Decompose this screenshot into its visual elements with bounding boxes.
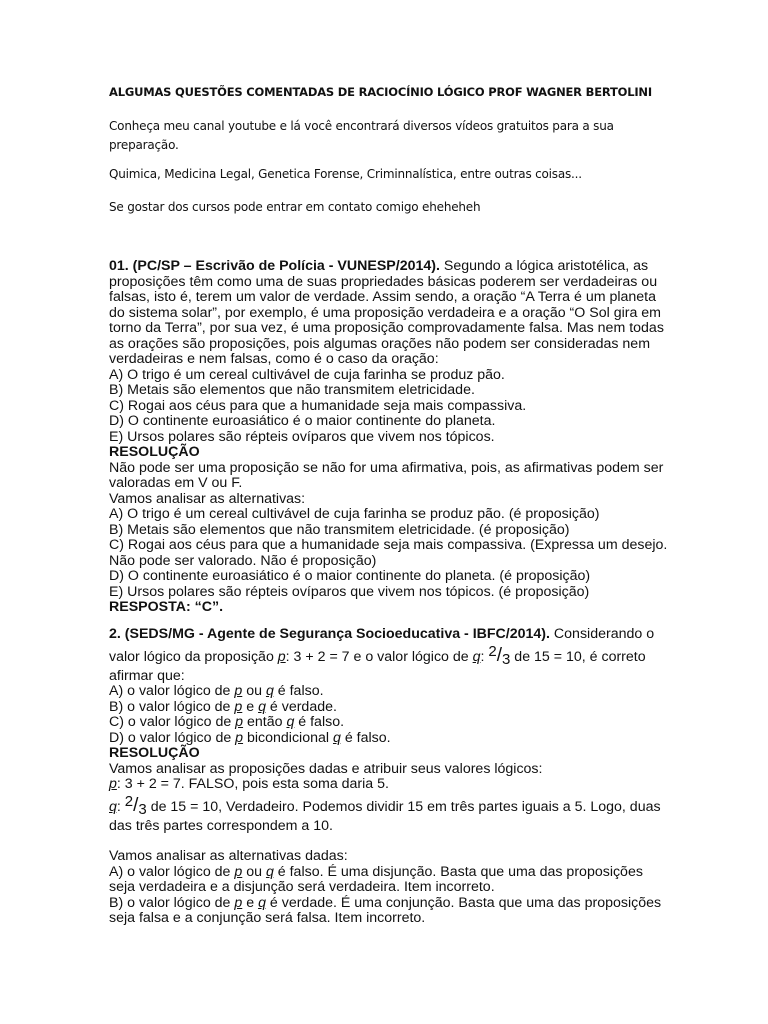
fraction-two-thirds: $^2/_3$	[124, 792, 147, 818]
q1-option-c: C) Rogai aos céus para que a humanidade seja mais compassiva.	[109, 397, 527, 414]
q1-stem-line: torno da Terra”, por sua vez, é uma proposição comprovadamente falsa. Mas nem todas	[109, 320, 664, 336]
q2-stem-start: Considerando o	[549, 626, 655, 642]
q2-resolution-line: Vamos analisar as proposições dadas e atribuir seus valores lógicos:	[109, 760, 543, 777]
q2-stem-line-3: afirmar que:	[109, 667, 185, 684]
q1-stem-line: proposições têm como uma de suas propriedades básicas poderem ser verdadeiras ou	[109, 273, 658, 290]
q2-heading: 2. (SEDS/MG - Agente de Segurança Socioeducativa - IBFC/2014).	[109, 626, 550, 642]
fraction-two-thirds: $^2/_3$	[488, 642, 511, 668]
topics-line: Quimica, Medicina Legal, Genetica Forense, Criminnalística, entre outras coisas...	[109, 167, 582, 181]
q1-stem-line: as orações são proposições, pois algumas orações não podem ser consideradas nem	[109, 335, 651, 352]
intro-line-2: preparação.	[109, 138, 179, 152]
q2-alt-a: A) o valor lógico de p ou q é falso. É uma disjunção. Basta que uma das proposições	[109, 863, 643, 880]
q2-resolution-p: p: 3 + 2 = 7. FALSO, pois esta soma daria 5.	[109, 776, 389, 792]
intro-line-1: Conheça meu canal youtube e lá você encontrará diversos vídeos gratuitos para a sua	[109, 119, 614, 133]
q1-resolution-line: D) O continente euroasiático é o maior continente do planeta. (é proposição)	[109, 568, 591, 584]
document-title: ALGUMAS QUESTÕES COMENTADAS DE RACIOCÍNIO LÓGICO PROF WAGNER BERTOLINI	[109, 85, 652, 99]
q1-first-line	[109, 259, 669, 275]
q1-resolution-line: Não pode ser valorado. Não é proposição)	[109, 552, 377, 569]
q1-stem-line: do sistema solar”, por exemplo, é uma proposição verdadeira e a oração “O Sol gira em	[109, 304, 662, 321]
q2-option-b: B) o valor lógico de p e q é verdade.	[109, 698, 337, 715]
var-p: p	[277, 648, 286, 665]
q1-option-e: E) Ursos polares são répteis ovíparos que vivem nos tópicos.	[109, 428, 495, 445]
q1-option-a: A) O trigo é um cereal cultivável de cuja farinha se produz pão.	[109, 366, 505, 383]
q1-stem-start: Segundo a lógica aristotélica, as	[439, 258, 649, 274]
q1-resolution-label: RESOLUÇÃO	[109, 444, 200, 460]
q2-option-d: D) o valor lógico de p bicondicional q é falso.	[109, 729, 391, 746]
q1-resolution-line: E) Ursos polares são répteis ovíparos que vivem nos tópicos. (é proposição)	[109, 583, 590, 600]
q2-first-line	[109, 627, 669, 643]
q1-option-d: D) O continente euroasiático é o maior continente do planeta.	[109, 413, 496, 429]
q2-option-c: C) o valor lógico de p então q é falso.	[109, 714, 345, 730]
q1-resolution-line: valoradas em V ou F.	[109, 475, 243, 491]
q1-stem-line: falsas, isto é, terem um valor de verdade. Assim sendo, a oração “A Terra é um planeta	[109, 289, 657, 305]
q1-resolution-line: Vamos analisar as alternativas:	[109, 490, 306, 507]
q1-option-b: B) Metais são elementos que não transmitem eletricidade.	[109, 382, 475, 398]
var-q: q	[472, 648, 481, 665]
q2-option-a: A) o valor lógico de p ou q é falso.	[109, 683, 324, 699]
q2-resolution-q: q: $^2/_3$ de 15 = 10, Verdadeiro. Podemos dividir 15 em três partes iguais a 5. Logo, duas	[109, 792, 661, 818]
q2-stem-line-2: valor lógico da proposição p: 3 + 2 = 7 e o valor lógico de q: $^2/_3$ de 15 = 10, é correto	[109, 642, 646, 668]
contact-line: Se gostar dos cursos pode entrar em contato comigo eheheheh	[109, 200, 481, 214]
q1-heading: 01. (PC/SP – Escrivão de Polícia - VUNESP/2014).	[109, 258, 440, 274]
question-1	[109, 259, 669, 616]
question-2	[109, 627, 669, 927]
q1-resolution-line: A) O trigo é um cereal cultivável de cuja farinha se produz pão. (é proposição)	[109, 506, 600, 522]
q2-resolution-label: RESOLUÇÃO	[109, 745, 200, 761]
q2-alt-b-cont: seja falsa e a conjunção será falsa. Item incorreto.	[109, 910, 426, 926]
q1-resolution-line: B) Metais são elementos que não transmitem eletricidade. (é proposição)	[109, 521, 570, 538]
q2-alt-b: B) o valor lógico de p e q é verdade. É uma conjunção. Basta que uma das proposições	[109, 894, 662, 911]
q2-resolution-line: das três partes correspondem a 10.	[109, 817, 333, 834]
q1-resolution-line: C) Rogai aos céus para que a humanidade seja mais compassiva. (Expressa um desejo.	[109, 537, 668, 553]
q1-answer: RESPOSTA: “C”.	[109, 599, 224, 615]
q1-stem-line: verdadeiras e nem falsas, como é o caso da oração:	[109, 351, 439, 367]
q2-alternatives-intro: Vamos analisar as alternativas dadas:	[109, 848, 348, 864]
q2-alt-a-cont: seja verdadeira e a disjunção será verdadeira. Item incorreto.	[109, 879, 495, 895]
q1-resolution-line: Não pode ser uma proposição se não for uma afirmativa, pois, as afirmativas podem ser	[109, 459, 664, 476]
